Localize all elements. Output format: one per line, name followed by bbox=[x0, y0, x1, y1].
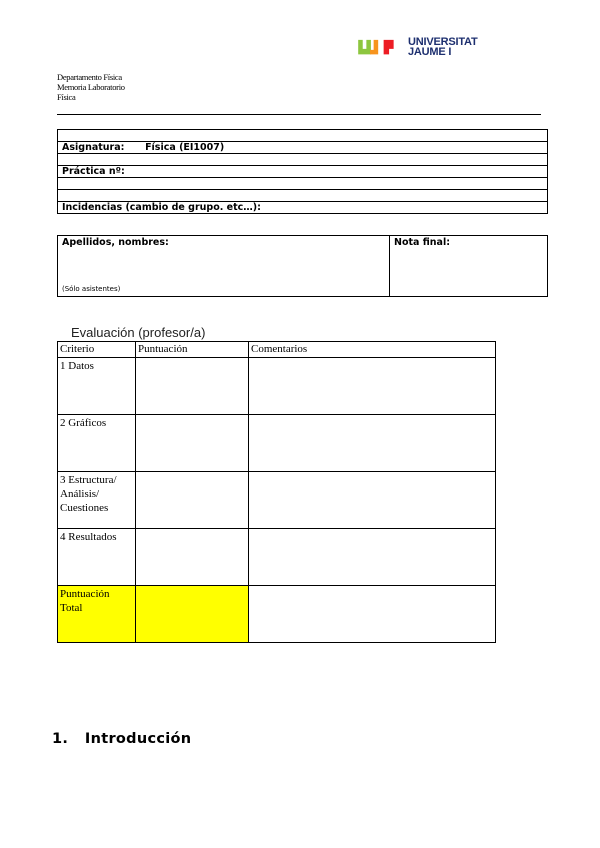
header-line-3: Física bbox=[57, 92, 76, 102]
comentarios-cell[interactable] bbox=[249, 529, 496, 586]
asistentes-note: (Sólo asistentes) bbox=[62, 285, 121, 293]
table-row bbox=[58, 529, 496, 586]
incidencias-row[interactable] bbox=[58, 202, 548, 214]
puntuacion-cell[interactable] bbox=[136, 529, 249, 586]
section-title: Introducción bbox=[84, 731, 192, 747]
blank-row bbox=[58, 130, 548, 142]
table-row-total bbox=[58, 586, 496, 643]
col-puntuacion: Puntuación bbox=[136, 342, 249, 358]
apellidos-label: Apellidos, nombres: bbox=[62, 237, 169, 248]
info-form-table bbox=[57, 129, 548, 214]
logo-i-shape bbox=[384, 40, 394, 55]
incidencias-label: Incidencias (cambio de grupo. etc…): bbox=[62, 202, 261, 213]
logo-line1: UNIVERSITAT bbox=[408, 36, 478, 48]
uji-mark-icon bbox=[355, 38, 405, 58]
asignatura-label: Asignatura: bbox=[62, 142, 125, 153]
comentarios-cell[interactable] bbox=[249, 472, 496, 529]
puntuacion-cell[interactable] bbox=[136, 358, 249, 415]
table-row bbox=[58, 415, 496, 472]
names-box bbox=[57, 235, 548, 297]
puntuacion-cell[interactable] bbox=[136, 415, 249, 472]
logo-j-shape bbox=[370, 40, 378, 55]
comentarios-cell[interactable] bbox=[249, 415, 496, 472]
total-label-cell: Puntuación Total bbox=[58, 586, 136, 643]
apellidos-field[interactable] bbox=[58, 236, 390, 296]
asignatura-row[interactable] bbox=[58, 142, 548, 154]
total-score-cell[interactable] bbox=[136, 586, 249, 643]
header-line-1: Departamento Física bbox=[57, 72, 122, 82]
blank-row bbox=[58, 178, 548, 190]
table-row bbox=[58, 358, 496, 415]
blank-row bbox=[58, 190, 548, 202]
blank-row bbox=[58, 154, 548, 166]
department-header bbox=[57, 72, 125, 102]
col-criterio: Criterio bbox=[58, 342, 136, 358]
nota-final-label: Nota final: bbox=[394, 237, 451, 248]
comentarios-cell[interactable] bbox=[249, 586, 496, 643]
logo-line2: JAUME I bbox=[408, 46, 452, 58]
section-heading bbox=[52, 731, 191, 747]
criterio-cell: 4 Resultados bbox=[58, 529, 136, 586]
evaluation-table bbox=[57, 341, 496, 643]
logo-u-shape bbox=[358, 40, 371, 55]
criterio-cell: 3 Estructura/ Análisis/ Cuestiones bbox=[58, 472, 136, 529]
practica-label: Práctica nº: bbox=[62, 166, 125, 177]
puntuacion-cell[interactable] bbox=[136, 472, 249, 529]
table-row bbox=[58, 472, 496, 529]
criterio-cell: 2 Gráficos bbox=[58, 415, 136, 472]
comentarios-cell[interactable] bbox=[249, 358, 496, 415]
asignatura-value: Física (EI1007) bbox=[145, 142, 225, 153]
section-number: 1. bbox=[52, 731, 69, 747]
header-line-2: Memoria Laboratorio bbox=[57, 82, 125, 92]
header-rule bbox=[57, 114, 541, 115]
evaluation-title: Evaluación (profesor/a) bbox=[71, 325, 206, 340]
col-comentarios: Comentarios bbox=[249, 342, 496, 358]
practica-row[interactable] bbox=[58, 166, 548, 178]
criterio-cell: 1 Datos bbox=[58, 358, 136, 415]
uji-logo bbox=[355, 36, 485, 62]
